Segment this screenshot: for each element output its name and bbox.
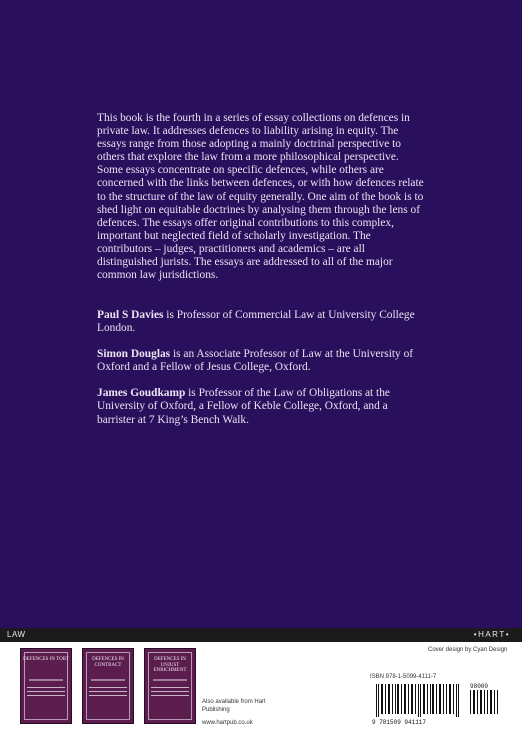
thumbnail-rule (153, 679, 187, 681)
book-description: This book is the fourth in a series of essay collections on defences in private law. It addresses defences to liability arising in equity. The essays range from those adopting a mainly doctrinal perspective to others that explore the law from a more philosophical perspective. Some essays concentrate on specific defences, while others are concerned with the links between defences, or with how defences relate to the structure of the law of equity generally. One aim of the book is to shed light on equitable doctrines by analysing them through the lens of defences. The essays offer original contributions to this complex, important but neglected field of scholarly investigation. The contributors – judges, practitioners and academics – are all distinguished jurists. The essays are addressed to all of the major common law jurisdictions. (97, 112, 424, 282)
thumbnail-title: DEFENCES IN UNJUST ENRICHMENT (153, 657, 187, 673)
thumbnail-line (27, 691, 65, 692)
bio-text: is Professor of the Law of Obligations at the University of Oxford, a Fellow of Keble College, Oxford, and a barrister at 7 King’s Bench Walk. (97, 387, 390, 426)
thumbnail-line (27, 695, 65, 696)
thumbnail-line (27, 687, 65, 688)
publisher-logo: •HART• (473, 630, 510, 639)
barcode-digits: 9 781509 941117 (372, 719, 427, 726)
book-thumbnail-tort (20, 648, 72, 724)
bio-text: is an Associate Professor of Law at the University of Oxford and a Fellow of Jesus College, Oxford. (97, 348, 414, 374)
publisher-website: www.hartpub.co.uk (202, 720, 253, 726)
also-available-text: Also available from Hart Publishing (202, 699, 266, 713)
bio-text: is Professor of Commercial Law at University College London. (97, 309, 415, 335)
cover-footer (0, 628, 522, 750)
barcode (370, 682, 506, 727)
thumbnail-rule (91, 679, 125, 681)
thumbnail-line (151, 687, 189, 688)
thumbnail-title: DEFENCES IN CONTRACT (92, 657, 124, 668)
thumbnail-line (151, 691, 189, 692)
thumbnail-line (151, 695, 189, 696)
bio-name: Paul S Davies (97, 309, 164, 321)
cover-design-credit: Cover design by Cyan Design (428, 647, 508, 653)
book-thumbnail-contract (82, 648, 134, 724)
bio-james-goudkamp (97, 387, 427, 426)
thumbnail-line (89, 691, 127, 692)
thumbnail-line (89, 695, 127, 696)
bio-simon-douglas (97, 348, 427, 374)
bio-paul-davies (97, 309, 427, 335)
thumbnail-title: DEFENCES IN TORT (23, 657, 69, 662)
thumbnail-line (89, 687, 127, 688)
bio-name: James Goudkamp (97, 387, 186, 400)
price-code: 98000 (470, 683, 489, 690)
bio-name: Simon Douglas (97, 348, 171, 361)
thumbnail-rule (29, 679, 63, 681)
editor-bios (97, 309, 427, 440)
category-label: LAW (7, 630, 26, 639)
book-thumbnail-unjust-enrichment (144, 648, 196, 724)
isbn-text: ISBN 978-1-5099-4111-7 (370, 674, 437, 680)
category-bar (0, 628, 522, 642)
